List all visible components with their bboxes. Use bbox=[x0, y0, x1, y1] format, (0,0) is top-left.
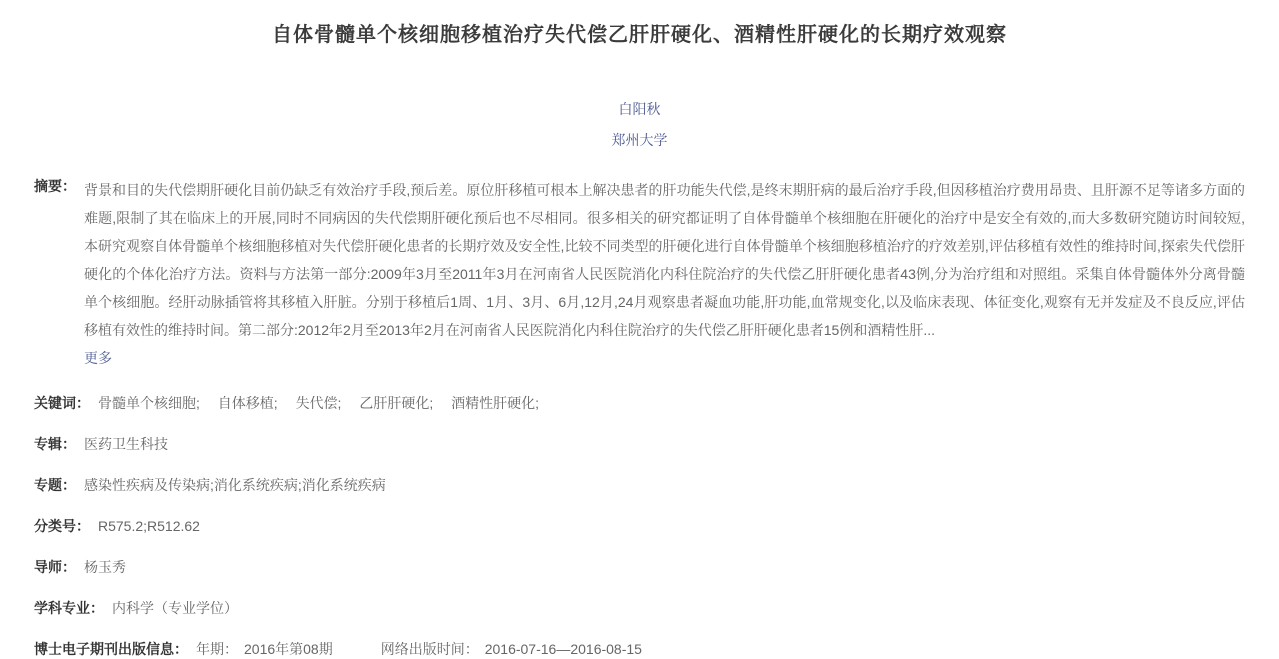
publication-info-values bbox=[196, 639, 648, 659]
abstract-text: 背景和目的失代偿期肝硬化目前仍缺乏有效治疗手段,预后差。原位肝移植可根本上解决患者的肝功能失代偿,是终末期肝病的最后治疗手段,但因移植治疗费用昂贵、且肝源不足等诸多方面的难题,限制了其在临床上的开展,同时不同病因的失代偿期肝硬化预后也不尽相同。很多相关的研究都证明了自体骨髓单个核细胞在肝硬化的治疗中是安全有效的,而大多数研究随访时间较短,本研究观察自体骨髓单个核细胞移植对失代偿肝硬化患者的长期疗效及安全性,比较不同类型的肝硬化进行自体骨髓单个核细胞移植治疗的疗效差别,评估移植有效性的维持时间,探索失代偿肝硬化的个体化治疗方法。资料与方法第一部分:2009年3月至2011年3月在河南省人民医院消化内科住院治疗的失代偿乙肝肝硬化患者43例,分为治疗组和对照组。采集自体骨髓体外分离骨髓单个核细胞。经肝动脉插管将其移植入肝脏。分别于移植后1周、1月、3月、6月,12月,24月观察患者凝血功能,肝功能,血常规变化,以及临床表现、体征变化,观察有无并发症及不良反应,评估移植有效性的维持时间。第二部分:2012年2月至2013年2月在河南省人民医院消化内科住院治疗的失代偿乙肝肝硬化患者15例和酒精性肝... bbox=[84, 182, 1245, 338]
author-line bbox=[34, 99, 1245, 119]
keyword-link[interactable]: 乙肝肝硬化; bbox=[359, 395, 434, 411]
discipline-label: 学科专业： bbox=[34, 600, 104, 616]
year-issue-label: 年期： bbox=[196, 641, 238, 657]
institution-link[interactable]: 郑州大学 bbox=[611, 132, 668, 148]
keywords-row bbox=[34, 393, 1245, 413]
field-row-album bbox=[34, 434, 1245, 454]
field-row-supervisor bbox=[34, 557, 1245, 577]
album-label: 专辑： bbox=[34, 436, 76, 452]
classification-value: R575.2;R512.62 bbox=[98, 518, 200, 534]
publication-info-label: 博士电子期刊出版信息： bbox=[34, 641, 188, 657]
topic-label: 专题： bbox=[34, 477, 76, 493]
supervisor-value: 杨玉秀 bbox=[84, 559, 126, 575]
online-publish-label: 网络出版时间： bbox=[380, 641, 479, 657]
field-row-discipline bbox=[34, 598, 1245, 618]
supervisor-label: 导师： bbox=[34, 559, 76, 575]
field-row-topic bbox=[34, 475, 1245, 495]
keywords-label: 关键词： bbox=[34, 395, 90, 411]
keyword-link[interactable]: 自体移植; bbox=[217, 395, 278, 411]
keywords-list bbox=[98, 393, 553, 413]
album-value: 医药卫生科技 bbox=[84, 436, 168, 452]
publication-info-row bbox=[34, 639, 1245, 659]
topic-value: 感染性疾病及传染病;消化系统疾病;消化系统疾病 bbox=[84, 477, 386, 493]
online-publish-value: 2016-07-16—2016-08-15 bbox=[484, 641, 642, 657]
institution-line bbox=[34, 130, 1245, 150]
discipline-value: 内科学（专业学位） bbox=[112, 600, 238, 616]
abstract-body bbox=[84, 176, 1245, 372]
keyword-link[interactable]: 骨髓单个核细胞; bbox=[98, 395, 200, 411]
page-title: 自体骨髓单个核细胞移植治疗失代偿乙肝肝硬化、酒精性肝硬化的长期疗效观察 bbox=[272, 24, 1007, 46]
author-link[interactable]: 白阳秋 bbox=[618, 101, 661, 117]
keyword-link[interactable]: 酒精性肝硬化; bbox=[451, 395, 540, 411]
keyword-link[interactable]: 失代偿; bbox=[295, 395, 342, 411]
abstract-more-link[interactable]: 更多 bbox=[84, 350, 112, 366]
abstract-section bbox=[34, 176, 1245, 372]
field-row-classification bbox=[34, 516, 1245, 536]
year-issue-value: 2016年第08期 bbox=[244, 641, 333, 657]
classification-label: 分类号： bbox=[34, 518, 90, 534]
abstract-label: 摘要： bbox=[34, 178, 76, 194]
